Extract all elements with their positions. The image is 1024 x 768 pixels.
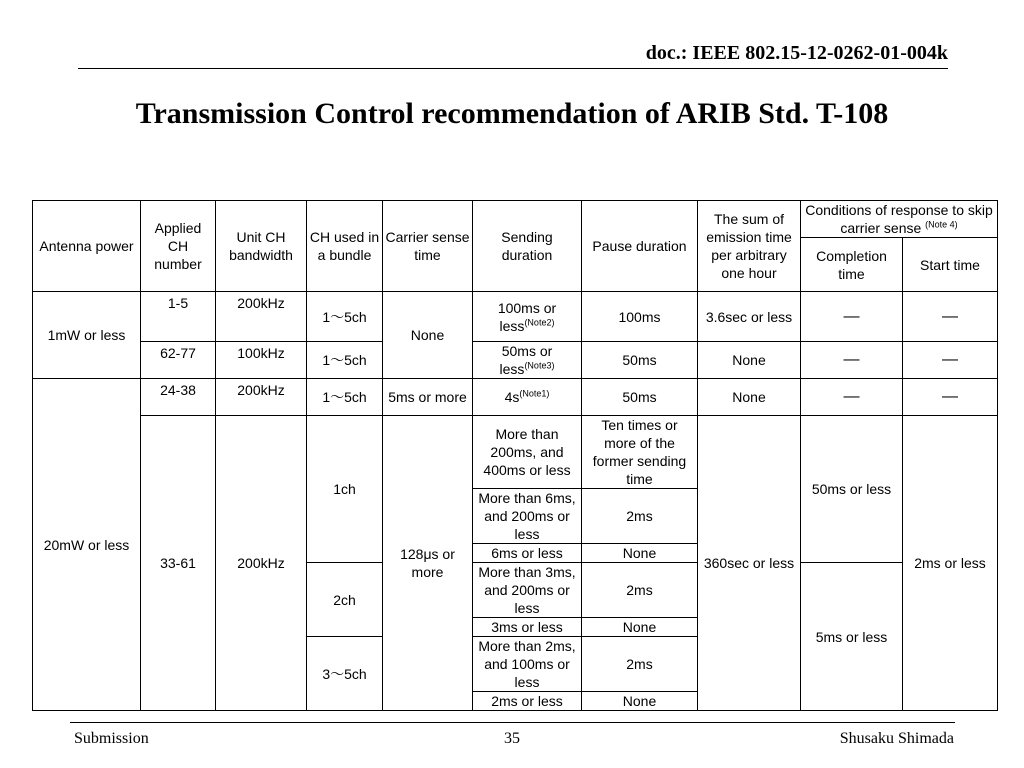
- note3-label: (Note3): [524, 360, 555, 371]
- header-antenna-power: Antenna power: [33, 201, 141, 292]
- cell-bundle-1-5: 1～5ch: [307, 379, 383, 416]
- footer-author: Shusaku Shimada: [839, 730, 954, 747]
- cell-send-3: 3ms or less: [473, 618, 582, 637]
- cell-bw-100: 100kHz: [216, 342, 307, 379]
- cell-ch-33-61: 33-61: [141, 416, 216, 711]
- cell-start-2ms: 2ms or less: [903, 416, 998, 711]
- cell-pause-2ms: 2ms: [582, 637, 698, 692]
- cell-pause-ten-times: Ten times or more of the former sending time: [582, 416, 698, 489]
- cell-completion-dash: —: [801, 292, 903, 342]
- cell-bundle-1-5: 1～5ch: [307, 292, 383, 342]
- note2-label: (Note2): [524, 316, 555, 327]
- footer-submission: Submission: [74, 730, 149, 747]
- transmission-control-table: [32, 200, 998, 711]
- cell-bundle-1ch: 1ch: [307, 416, 383, 563]
- header-sending-duration: Sending duration: [473, 201, 582, 292]
- document-id: doc.: IEEE 802.15-12-0262-01-004k: [645, 42, 948, 64]
- cell-pause-none: None: [582, 618, 698, 637]
- cell-sum-360: 360sec or less: [698, 416, 801, 711]
- cell-pause-100ms: 100ms: [582, 292, 698, 342]
- cell-pause-2ms: 2ms: [582, 489, 698, 544]
- cell-carrier-128us: 128μs or more: [383, 416, 473, 711]
- cell-carrier-none: None: [383, 292, 473, 379]
- header-rule: [78, 68, 948, 69]
- slide-title: Transmission Control recommendation of ARIB Std. T-108: [135, 97, 889, 130]
- cell-send-3-200: More than 3ms, and 200ms or less: [473, 563, 582, 618]
- header-conditions-text: Conditions of response to skip carrier sense: [805, 202, 993, 236]
- cell-ch-62-77: 62-77: [141, 342, 216, 379]
- cell-bw-200: 200kHz: [216, 379, 307, 416]
- note4-label: (Note 4): [925, 219, 958, 230]
- cell-sum-3-6: 3.6sec or less: [698, 292, 801, 342]
- cell-start-dash: —: [903, 342, 998, 379]
- header-completion-time: Completion time: [801, 238, 903, 292]
- cell-ch-1-5: 1-5: [141, 292, 216, 342]
- header-start-time: Start time: [903, 238, 998, 292]
- cell-send-50ms: [473, 342, 582, 379]
- cell-bundle-2ch: 2ch: [307, 563, 383, 637]
- cell-send-100ms: [473, 292, 582, 342]
- footer-rule: [70, 722, 955, 723]
- cell-bundle-3-5: 3～5ch: [307, 637, 383, 711]
- note1-label: (Note1): [519, 388, 550, 399]
- cell-send-4s: [473, 379, 582, 416]
- header-carrier-sense: Carrier sense time: [383, 201, 473, 292]
- cell-completion-5ms: 5ms or less: [801, 563, 903, 711]
- header-ch-bundle: CH used in a bundle: [307, 201, 383, 292]
- cell-ch-24-38: 24-38: [141, 379, 216, 416]
- cell-sum-none: None: [698, 342, 801, 379]
- send-50ms-text: 50ms or less: [499, 343, 553, 377]
- cell-send-6: 6ms or less: [473, 544, 582, 563]
- header-applied-ch: Applied CH number: [141, 201, 216, 292]
- cell-completion-50ms: 50ms or less: [801, 416, 903, 563]
- send-100ms-text: 100ms or less: [497, 299, 557, 334]
- cell-power-20mw: 20mW or less: [33, 379, 141, 711]
- cell-pause-50ms: 50ms: [582, 342, 698, 379]
- header-conditions: [801, 201, 998, 238]
- cell-send-2-100: More than 2ms, and 100ms or less: [473, 637, 582, 692]
- header-unit-bandwidth: Unit CH bandwidth: [216, 201, 307, 292]
- cell-completion-dash: —: [801, 379, 903, 416]
- cell-carrier-5ms: 5ms or more: [383, 379, 473, 416]
- cell-pause-50ms: 50ms: [582, 379, 698, 416]
- header-sum-emission: The sum of emission time per arbitrary one hour: [698, 201, 801, 292]
- cell-completion-dash: —: [801, 342, 903, 379]
- send-4s-text: 4s: [504, 389, 520, 405]
- cell-send-200-400: More than 200ms, and 400ms or less: [473, 416, 582, 489]
- cell-power-1mw: 1mW or less: [33, 292, 141, 379]
- cell-pause-none: None: [582, 544, 698, 563]
- cell-bw-200: 200kHz: [216, 292, 307, 342]
- header-pause-duration: Pause duration: [582, 201, 698, 292]
- page-number: 35: [504, 730, 520, 747]
- cell-start-dash: —: [903, 292, 998, 342]
- cell-sum-none: None: [698, 379, 801, 416]
- cell-pause-2ms: 2ms: [582, 563, 698, 618]
- cell-bundle-1-5: 1～5ch: [307, 342, 383, 379]
- cell-send-2: 2ms or less: [473, 692, 582, 711]
- cell-pause-none: None: [582, 692, 698, 711]
- cell-bw-200-large: 200kHz: [216, 416, 307, 711]
- cell-send-6-200: More than 6ms, and 200ms or less: [473, 489, 582, 544]
- cell-start-dash: —: [903, 379, 998, 416]
